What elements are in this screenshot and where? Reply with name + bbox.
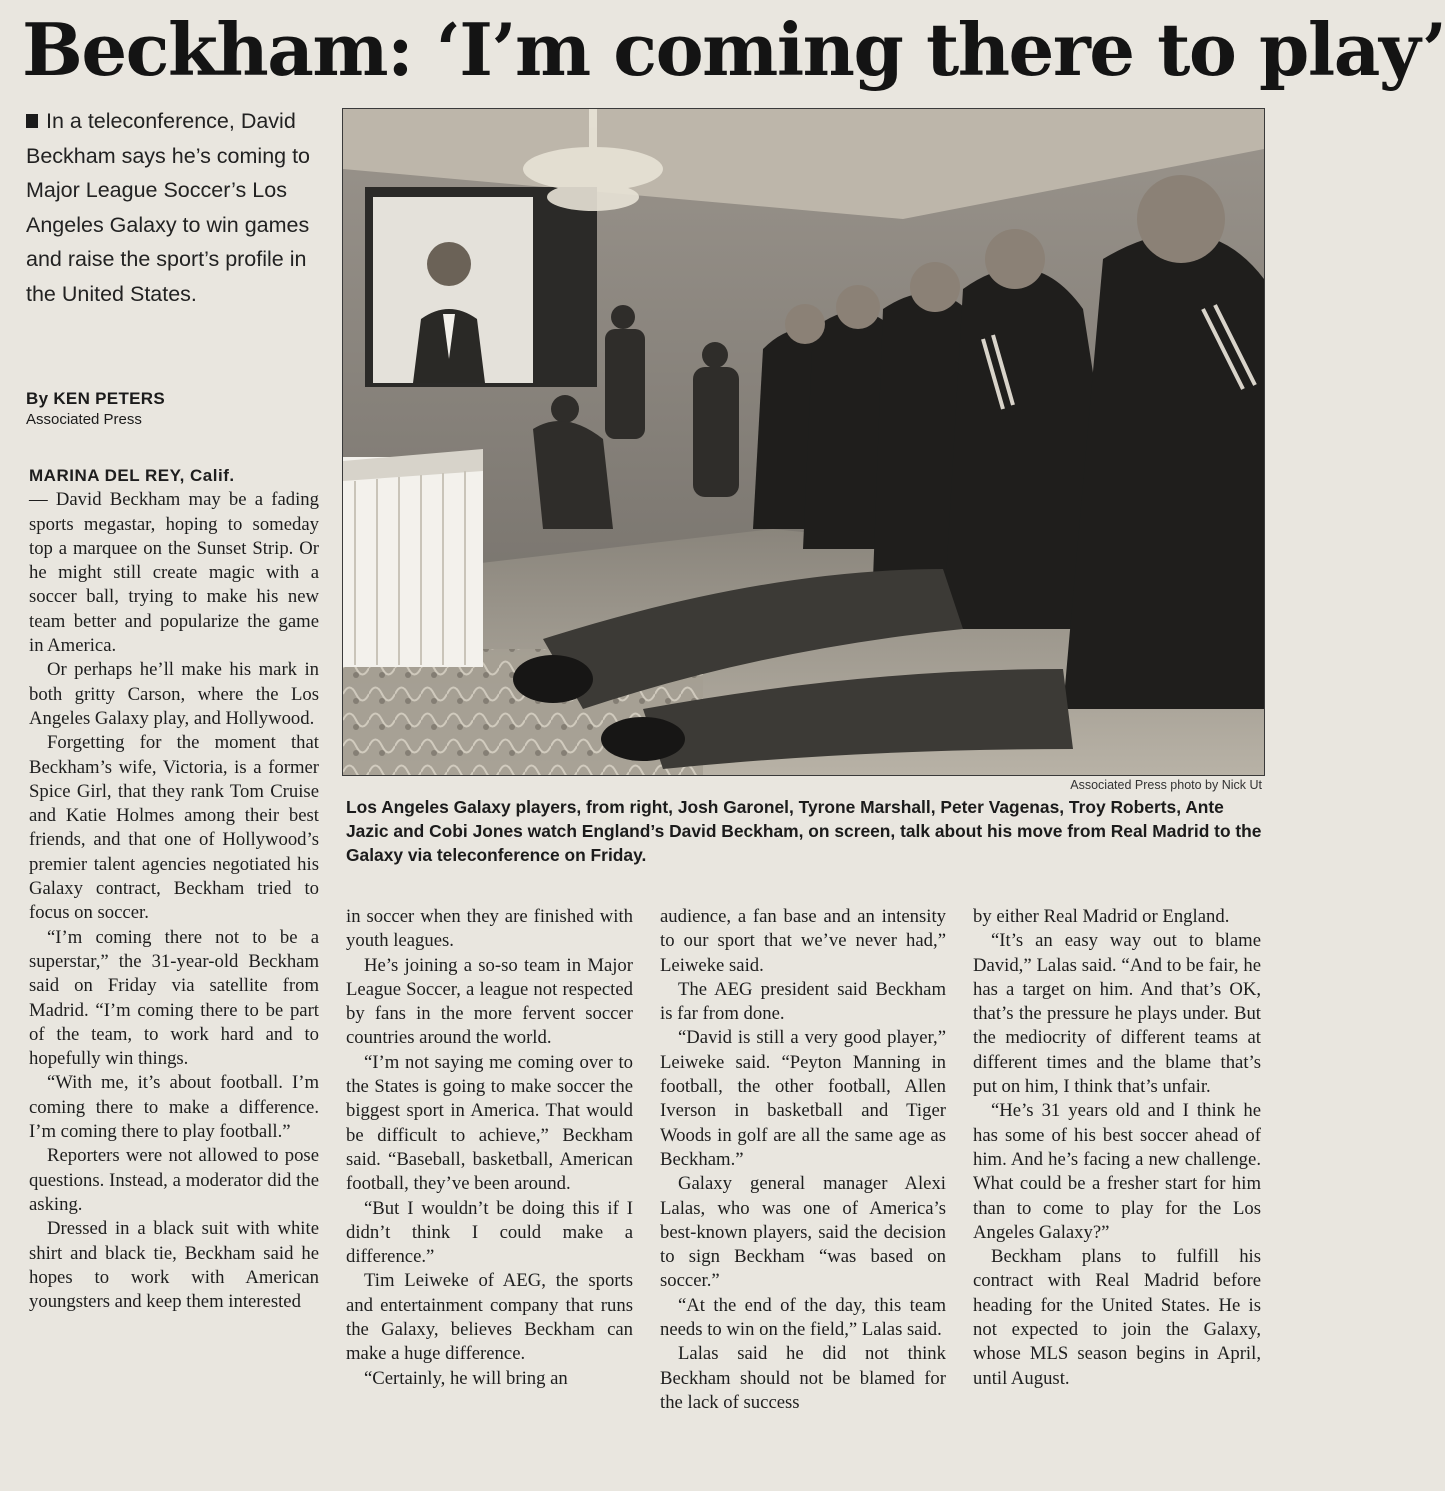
- article-paragraph: “I’m coming there not to be a superstar,” the 31-year-old Beckham said on Friday via satellite from Madrid. “I’m coming there to be part of the team, to work hard and to hopefully win things.: [29, 926, 319, 1070]
- article-paragraph: “It’s an easy way out to blame David,” Lalas said. “And to be fair, he has a target on him. And that’s OK, that’s the pressure he plays under. But the mediocrity of different teams at different times and the blame that’s put on him, I think that’s unfair.: [973, 930, 1261, 1098]
- article-column-2: [346, 905, 633, 1391]
- byline-agency: Associated Press: [26, 411, 142, 428]
- article-paragraph: by either Real Madrid or England.: [973, 906, 1230, 927]
- dateline-paragraph: [29, 464, 319, 488]
- photo-caption: Los Angeles Galaxy players, from right, Josh Garonel, Tyrone Marshall, Peter Vagenas, Troy Roberts, Ante Jazic and Cobi Jones watch England’s David Beckham, on screen, talk about his move from Real Madrid to the Galaxy via teleconference on Friday.: [346, 797, 1262, 865]
- byline: [26, 388, 326, 430]
- bullet-square-icon: [26, 114, 38, 128]
- article-paragraph: “At the end of the day, this team needs to win on the field,” Lalas said.: [660, 1294, 946, 1341]
- article-paragraph: “Certainly, he will bring an: [364, 1367, 568, 1389]
- article-column-3: [660, 905, 946, 1415]
- byline-author: By KEN PETERS: [26, 389, 165, 408]
- article-column-4: [973, 905, 1261, 1391]
- article-paragraph: “I’m not saying me coming over to the States is going to make soccer the biggest sport in America. That would be difficult to achieve,” Beckham said. “Baseball, basketball, American football, they’ve been around.: [346, 1051, 633, 1195]
- article-paragraph: The AEG president said Beckham is far from done.: [660, 978, 946, 1025]
- summary-deck: [26, 104, 326, 311]
- article-paragraph: “David is still a very good player,” Leiweke said. “Peyton Manning in football, the other football, Allen Iverson in basketball and Tiger Woods in golf are all the same age as Beckham.”: [660, 1027, 946, 1170]
- article-paragraph: Or perhaps he’ll make his mark in both gritty Carson, where the Los Angeles Galaxy play, and Hollywood.: [29, 659, 319, 729]
- article-paragraph: Tim Leiweke of AEG, the sports and entertainment company that runs the Galaxy, believes Beckham can make a huge difference.: [346, 1270, 633, 1365]
- article-paragraph: “With me, it’s about football. I’m coming there to make a difference. I’m coming there to play football.”: [29, 1072, 319, 1143]
- photo-credit: Associated Press photo by Nick Ut: [1070, 778, 1262, 792]
- article-paragraph: Forgetting for the moment that Beckham’s wife, Victoria, is a former Spice Girl, that they rank Tom Cruise and Katie Holmes among their best friends, and that one of Hollywood’s premier talent agencies negotiated his Galaxy contract, Beckham tried to focus on soccer.: [29, 732, 319, 924]
- article-paragraph: “But I wouldn’t be doing this if I didn’t think I could make a difference.”: [346, 1197, 633, 1268]
- news-photo: [342, 108, 1265, 776]
- article-paragraph: Galaxy general manager Alexi Lalas, who was one of America’s best-known players, said the decision to sign Beckham “was based on soccer.”: [660, 1173, 946, 1292]
- article-paragraph: audience, a fan base and an intensity to our sport that we’ve never had,” Leiweke said.: [660, 906, 946, 976]
- article-paragraph: in soccer when they are finished with youth leagues.: [346, 906, 633, 952]
- article-column-1: [29, 464, 319, 1314]
- article-paragraph: Lalas said he did not think Beckham should not be blamed for the lack of success: [660, 1343, 946, 1413]
- article-paragraph: “He’s 31 years old and I think he has some of his best soccer ahead of him. And he’s facing a new challenge. What could be a fresher start for him than to come to play for the Los Angeles Galaxy?”: [973, 1100, 1261, 1243]
- headline: Beckham: ‘I’m coming there to play’: [22, 7, 1445, 92]
- article-paragraph: Beckham plans to fulfill his contract with Real Madrid before heading for the United States. He is not expected to join the Galaxy, whose MLS season begins in April, until August.: [973, 1246, 1261, 1389]
- article-paragraph: He’s joining a so-so team in Major League Soccer, a league not respected by fans in the more fervent soccer countries around the world.: [346, 954, 633, 1049]
- article-paragraph: — David Beckham may be a fading sports megastar, hoping to someday top a marquee on the Sunset Strip. Or he might still create magic with a soccer ball, trying to make his new team better and popularize the game in America.: [29, 489, 319, 657]
- article-paragraph: Dressed in a black suit with white shirt and black tie, Beckham said he hopes to work with American youngsters and keep them interested: [29, 1218, 319, 1313]
- summary-text: In a teleconference, David Beckham says he’s coming to Major League Soccer’s Los Angeles Galaxy to win games and raise the sport’s profile in the United States.: [26, 109, 311, 306]
- dateline: MARINA DEL REY, Calif.: [29, 466, 235, 485]
- photo-illustration: [343, 109, 1264, 775]
- article-paragraph: Reporters were not allowed to pose questions. Instead, a moderator did the asking.: [29, 1145, 319, 1215]
